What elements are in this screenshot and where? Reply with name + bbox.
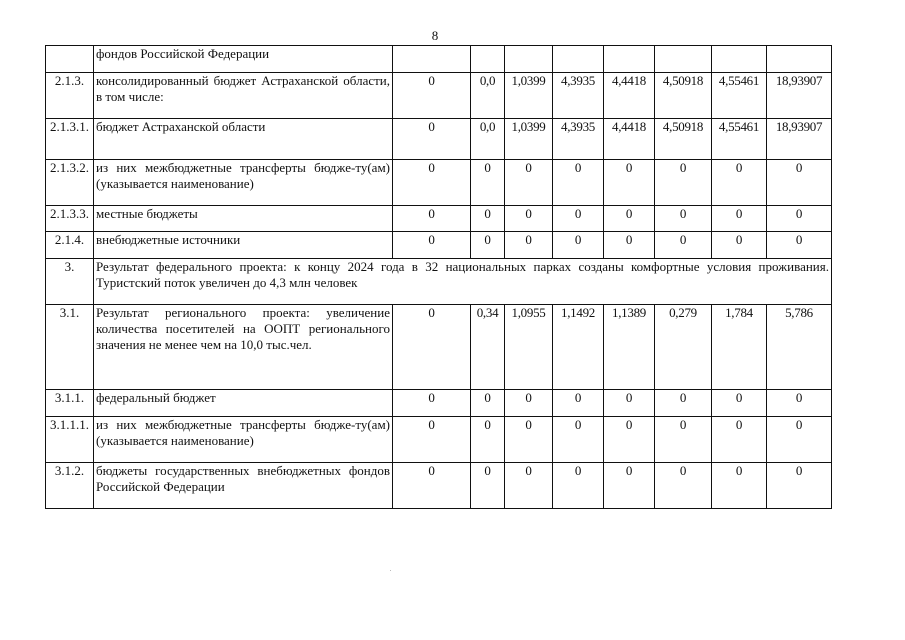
value-cell: 0 [604, 390, 655, 417]
value-cell: 4,4418 [604, 119, 655, 160]
federal-project-result: Результат федерального проекта: к концу 2024 года в 32 национальных парках созданы комфортные условия проживания. Туристский поток увеличен до 4,3 млн человек [94, 259, 832, 305]
row-description: бюджет Астраханской области [94, 119, 393, 160]
value-cell: 0 [655, 463, 712, 509]
row-description: из них межбюджетные трансферты бюдже-ту(ам) (указывается наименование) [94, 417, 393, 463]
value-cell: 1,0399 [505, 73, 553, 119]
row-code: 3.1.2. [46, 463, 94, 509]
table-row [46, 390, 832, 417]
value-cell: 0 [471, 417, 505, 463]
value-cell: 0 [712, 160, 767, 206]
value-cell: 0 [471, 390, 505, 417]
scan-speck [390, 570, 391, 571]
row-code [46, 46, 94, 73]
row-description: консолидированный бюджет Астраханской области, в том числе: [94, 73, 393, 119]
value-cell: 0 [767, 206, 832, 232]
row-code: 2.1.3. [46, 73, 94, 119]
value-cell: 0 [604, 232, 655, 259]
value-cell: 0 [767, 160, 832, 206]
value-cell: 0 [393, 232, 471, 259]
value-cell [505, 46, 553, 73]
value-cell: 0 [655, 390, 712, 417]
value-cell [655, 46, 712, 73]
row-code: 3. [46, 259, 94, 305]
row-description: местные бюджеты [94, 206, 393, 232]
value-cell: 0 [712, 232, 767, 259]
row-code: 2.1.3.2. [46, 160, 94, 206]
value-cell [604, 46, 655, 73]
value-cell: 0 [393, 305, 471, 390]
table-row [46, 160, 832, 206]
value-cell [393, 46, 471, 73]
page-number: 8 [431, 28, 439, 43]
value-cell: 0 [767, 463, 832, 509]
value-cell: 0 [767, 417, 832, 463]
value-cell: 1,1389 [604, 305, 655, 390]
value-cell: 4,4418 [604, 73, 655, 119]
value-cell: 0 [505, 206, 553, 232]
row-code: 2.1.3.1. [46, 119, 94, 160]
value-cell: 0 [712, 206, 767, 232]
row-code: 3.1. [46, 305, 94, 390]
row-description: фондов Российской Федерации [94, 46, 393, 73]
value-cell: 0 [712, 417, 767, 463]
value-cell: 0 [505, 390, 553, 417]
value-cell: 1,1492 [553, 305, 604, 390]
row-description: внебюджетные источники [94, 232, 393, 259]
row-description: бюджеты государственных внебюджетных фондов Российской Федерации [94, 463, 393, 509]
value-cell: 4,50918 [655, 119, 712, 160]
value-cell: 0 [655, 206, 712, 232]
value-cell: 0 [505, 232, 553, 259]
value-cell: 4,3935 [553, 119, 604, 160]
value-cell: 0 [505, 463, 553, 509]
budget-table [45, 45, 832, 509]
value-cell: 0,279 [655, 305, 712, 390]
value-cell: 4,3935 [553, 73, 604, 119]
value-cell: 4,55461 [712, 73, 767, 119]
row-code: 2.1.3.3. [46, 206, 94, 232]
value-cell [471, 46, 505, 73]
value-cell: 0 [471, 160, 505, 206]
value-cell: 4,55461 [712, 119, 767, 160]
value-cell [553, 46, 604, 73]
value-cell: 0 [655, 417, 712, 463]
value-cell: 0 [767, 390, 832, 417]
row-description: Результат регионального проекта: увеличение количества посетителей на ООПТ регионального значения не менее чем на 10,0 тыс.чел. [94, 305, 393, 390]
table-body [46, 46, 832, 509]
value-cell: 0 [604, 160, 655, 206]
value-cell: 0 [393, 463, 471, 509]
table-row [46, 259, 832, 305]
value-cell: 0 [553, 417, 604, 463]
value-cell: 0 [471, 206, 505, 232]
value-cell: 0,0 [471, 73, 505, 119]
value-cell: 0,0 [471, 119, 505, 160]
value-cell: 0 [471, 232, 505, 259]
value-cell: 0 [767, 232, 832, 259]
value-cell: 0 [505, 417, 553, 463]
value-cell: 0 [553, 206, 604, 232]
value-cell: 0 [604, 206, 655, 232]
table-row [46, 232, 832, 259]
row-code: 3.1.1.1. [46, 417, 94, 463]
value-cell: 18,93907 [767, 73, 832, 119]
table-row [46, 73, 832, 119]
value-cell: 1,0399 [505, 119, 553, 160]
value-cell: 0 [553, 232, 604, 259]
value-cell: 1,784 [712, 305, 767, 390]
row-description: из них межбюджетные трансферты бюдже-ту(ам) (указывается наименование) [94, 160, 393, 206]
table-row [46, 463, 832, 509]
value-cell: 0 [712, 463, 767, 509]
table-row [46, 46, 832, 73]
table-row [46, 417, 832, 463]
row-description: федеральный бюджет [94, 390, 393, 417]
table-row [46, 119, 832, 160]
row-code: 2.1.4. [46, 232, 94, 259]
value-cell: 0 [505, 160, 553, 206]
value-cell: 0 [604, 417, 655, 463]
value-cell [712, 46, 767, 73]
table-row [46, 206, 832, 232]
value-cell: 18,93907 [767, 119, 832, 160]
value-cell: 0 [393, 73, 471, 119]
value-cell: 0 [655, 232, 712, 259]
table-row [46, 305, 832, 390]
row-code: 3.1.1. [46, 390, 94, 417]
value-cell: 0 [553, 463, 604, 509]
value-cell: 0,34 [471, 305, 505, 390]
value-cell: 0 [553, 160, 604, 206]
value-cell: 0 [604, 463, 655, 509]
value-cell: 1,0955 [505, 305, 553, 390]
value-cell: 0 [712, 390, 767, 417]
value-cell: 4,50918 [655, 73, 712, 119]
value-cell: 0 [553, 390, 604, 417]
value-cell: 0 [393, 119, 471, 160]
value-cell: 0 [655, 160, 712, 206]
value-cell: 0 [393, 160, 471, 206]
value-cell: 0 [393, 390, 471, 417]
value-cell: 5,786 [767, 305, 832, 390]
value-cell: 0 [393, 206, 471, 232]
value-cell: 0 [393, 417, 471, 463]
value-cell [767, 46, 832, 73]
value-cell: 0 [471, 463, 505, 509]
